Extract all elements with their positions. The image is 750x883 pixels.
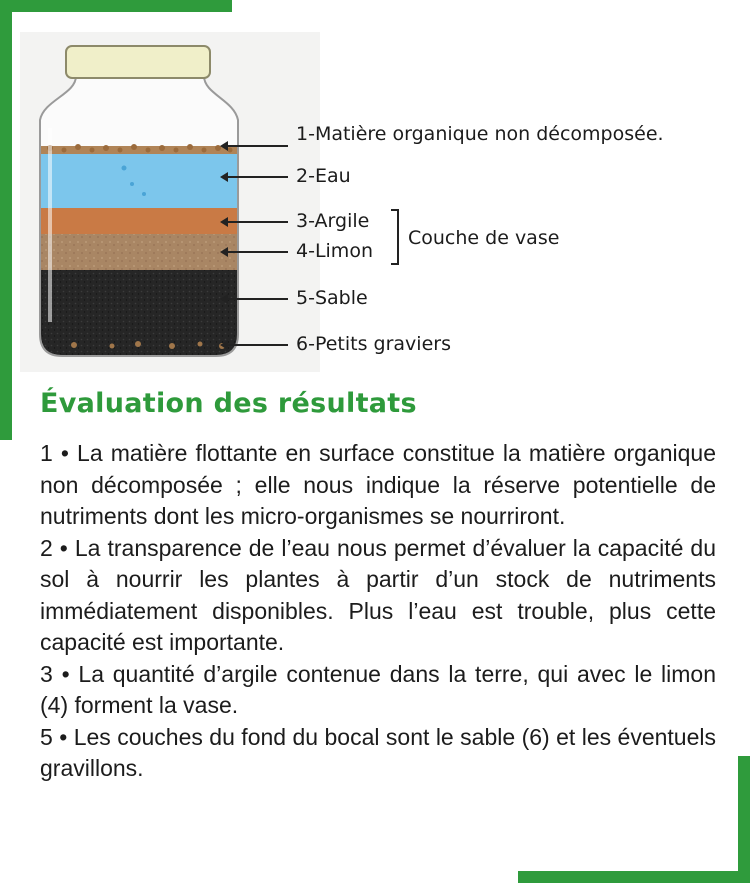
label-organic-matter: 1-Matière organique non décomposée. — [296, 123, 664, 145]
pointer-sand — [222, 298, 288, 300]
frame-top-bar — [0, 0, 232, 12]
pointer-water — [222, 176, 288, 178]
evaluation-heading: Évaluation des résultats — [40, 388, 417, 419]
label-sand: 5-Sable — [296, 287, 368, 309]
pointer-gravel — [222, 344, 288, 346]
frame-bottom-bar — [518, 871, 750, 883]
vase-group-bracket — [391, 209, 399, 265]
frame-right-bar — [738, 756, 750, 883]
result-item-1: 1 • La matière flottante en surface constitue la matière organique non décomposée ; elle nous indique la réserve potentielle de nutriments dont les micro-organismes se nourriront. — [40, 440, 716, 529]
jar-contents — [20, 32, 320, 372]
label-vase-group: Couche de vase — [408, 227, 560, 249]
water-layer — [20, 152, 320, 210]
result-item-5: 5 • Les couches du fond du bocal sont le sable (6) et les éventuels gravillons. — [40, 723, 716, 781]
result-item-2: 2 • La transparence de l’eau nous permet d’évaluer la capacité du sol à nourrir les plantes à partir d’un stock de nutriments immédiatement disponibles. Plus l’eau est trouble, plus cette capacité est importante. — [40, 534, 716, 655]
label-gravel: 6-Petits graviers — [296, 333, 451, 355]
label-water: 2-Eau — [296, 165, 351, 187]
label-silt: 4-Limon — [296, 240, 373, 262]
frame-left-bar — [0, 0, 12, 440]
evaluation-results — [40, 438, 716, 785]
label-clay: 3-Argile — [296, 210, 370, 232]
jar-lid — [66, 46, 210, 78]
pointer-silt — [222, 251, 288, 253]
pointer-organic — [222, 145, 288, 147]
result-item-3: 3 • La quantité d’argile contenue dans la terre, qui avec le limon (4) forment la vase. — [40, 660, 716, 718]
pointer-clay — [222, 221, 288, 223]
jar-illustration — [20, 32, 320, 372]
